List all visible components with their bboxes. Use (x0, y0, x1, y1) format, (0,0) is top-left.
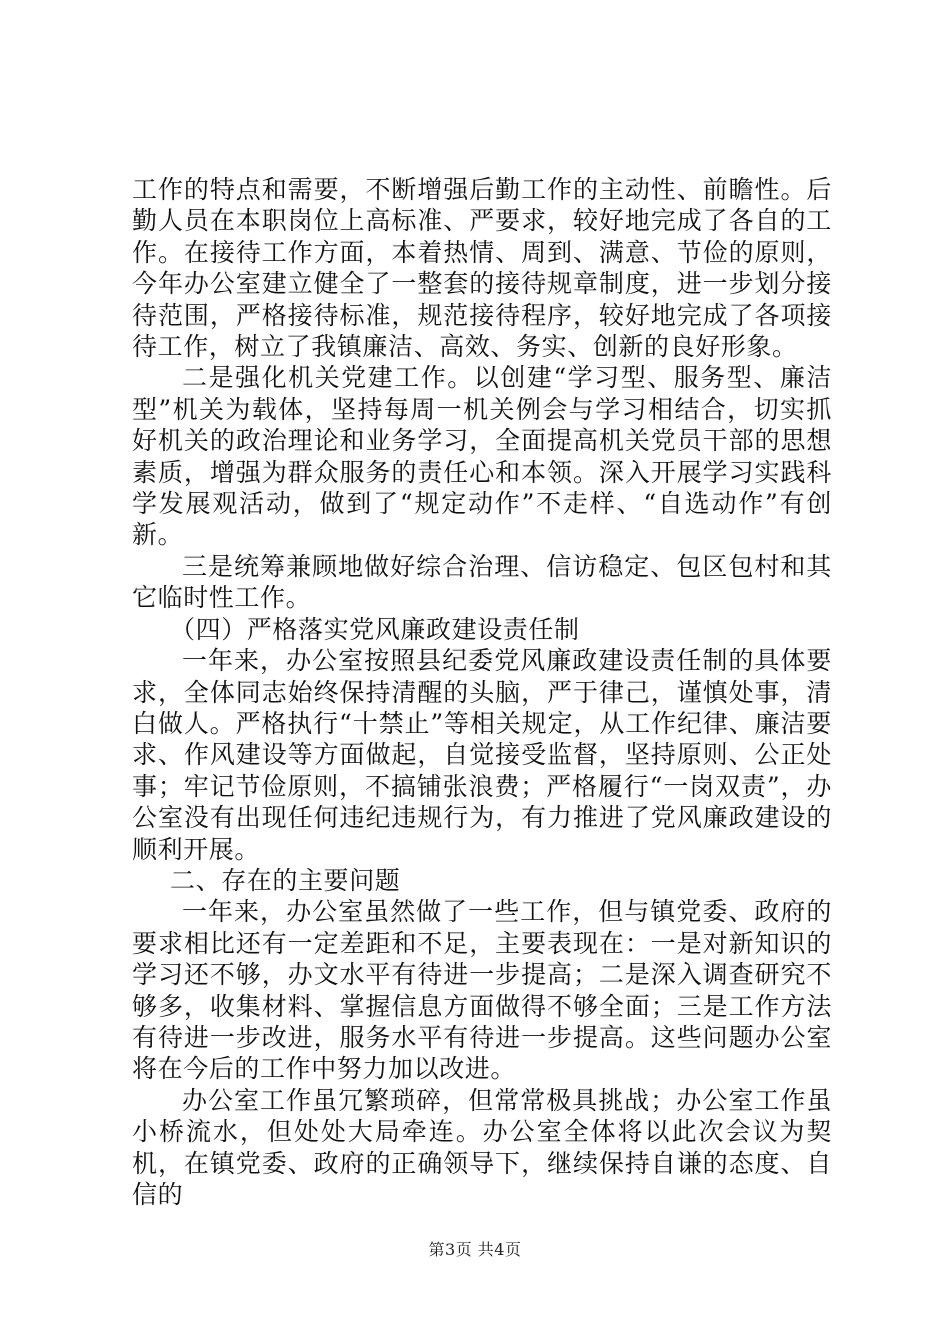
section-heading-integrity: （四）严格落实党风廉政建设责任制 (170, 614, 580, 644)
paragraph-continued-logistics: 工作的特点和需要，不断增强后勤工作的主动性、前瞻性。后勤人员在本职岗位上高标准、严要求，较好地完成了各自的工作。在接待工作方面，本着热情、周到、满意、节俭的原则，今年办公室建立健全了一整套的接待规章制度，进一步划分接待范围，严格接待标准，规范接待程序，较好地完成了各项接待工作，树立了我镇廉洁、高效、务实、创新的良好形象。 (132, 175, 832, 362)
page-number-footer: 第3页 共4页 (428, 1240, 522, 1259)
paragraph-party-building: 二是强化机关党建工作。以创建“学习型、服务型、廉洁型”机关为载体，坚持每周一机关例会与学习相结合，切实抓好机关的政治理论和业务学习，全面提高机关党员干部的思想素质，增强为群众服务的责任心和本领。深入开展学习实践科学发展观活动，做到了“规定动作”不走样、“自选动作”有创新。 (132, 363, 832, 550)
paragraph-integrity: 一年来，办公室按照县纪委党风廉政建设责任制的具体要求，全体同志始终保持清醒的头脑，严于律己，谨慎处事，清白做人。严格执行“十禁止”等相关规定，从工作纪律、廉洁要求、作风建设等方面做起，自觉接受监督，坚持原则、公正处事；牢记节俭原则，不搞铺张浪费；严格履行“一岗双责”，办公室没有出现任何违纪违规行为，有力推进了党风廉政建设的顺利开展。 (132, 646, 832, 864)
section-heading-problems: 二、存在的主要问题 (170, 865, 401, 895)
paragraph-problems: 一年来，办公室虽然做了一些工作，但与镇党委、政府的要求相比还有一定差距和不足，主要表现在：一是对新知识的学习还不够，办文水平有待进一步提高；二是深入调查研究不够多，收集材料、掌握信息方面做得不够全面；三是工作方法有待进一步改进，服务水平有待进一步提高。这些问题办公室将在今后的工作中努力加以改进。 (132, 897, 832, 1084)
paragraph-comprehensive-work: 三是统筹兼顾地做好综合治理、信访稳定、包区包村和其它临时性工作。 (132, 551, 832, 613)
document-body (132, 174, 832, 1210)
paragraph-closing: 办公室工作虽冗繁琐碎，但常常极具挑战；办公室工作虽小桥流水，但处处大局牵连。办公室全体将以此次会议为契机，在镇党委、政府的正确领导下，继续保持自谦的态度、自信的 (132, 1085, 832, 1209)
